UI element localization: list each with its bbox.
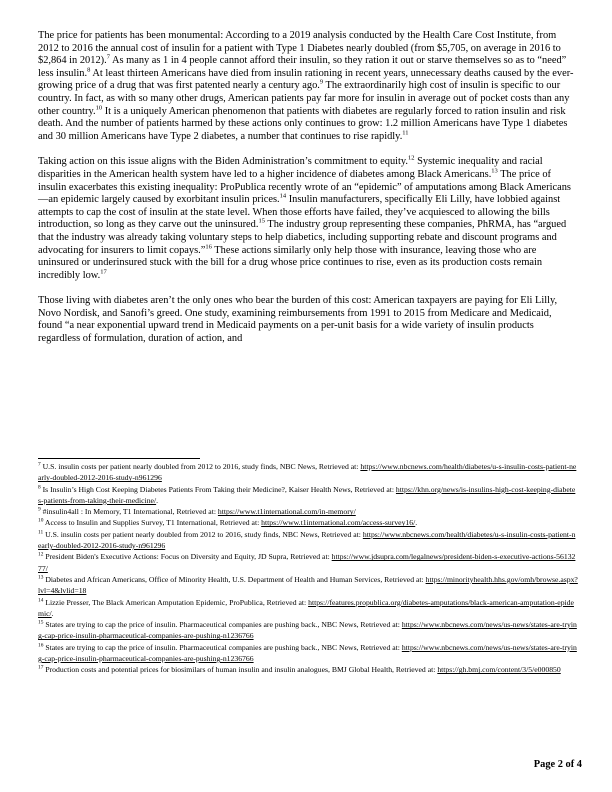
footnote-link[interactable]: https://www.nbcnews.com/health/diabetes/u-s-insulin-costs-patient-nearly-doubled-2012-2016-study-n961296 xyxy=(38,529,576,551)
footnote-ref[interactable]: 10 xyxy=(95,104,103,112)
footnote-text: States are trying to cap the price of insulin. Pharmaceutical companies are pushing back., NBC News, Retrieved at: xyxy=(45,620,400,630)
footnote xyxy=(38,574,578,597)
footnote-ref[interactable]: 15 xyxy=(258,217,265,225)
footnote-link[interactable]: https://www.nbcnews.com/news/us-news/states-are-trying-cap-price-insulin-pharmaceutical-companies-are-pushing-n1236766 xyxy=(38,642,577,664)
footnote-text: Is Insulin’s High Cost Keeping Diabetes Patients From Taking their Medicine?, Kaiser Health News, Retrieved at: xyxy=(42,484,394,494)
footnote xyxy=(38,551,578,574)
paragraph-text: Insulin manufacturers, specifically Eli Lilly, have lobbied against attempts to cap the cost of insulin at the state level. When those efforts have failed, they’ve acquiesced to allowing the bills introduction, so long as they carve out the uninsured. xyxy=(38,194,561,231)
footnote-number: 12 xyxy=(38,551,44,558)
paragraph-text: The price of insulin exacerbates this existing inequality: ProPublica recently wrote of an “epidemic” of amputations among Black Americans—an epidemic largely caused by exorbitant insulin prices. xyxy=(38,168,571,206)
footnote-number: 9 xyxy=(38,506,41,513)
footnote-link[interactable]: https://www.nbcnews.com/health/diabetes/u-s-insulin-costs-patient-nearly-doubled-2012-2016-study-n961296 xyxy=(38,462,577,483)
footnote xyxy=(38,506,578,517)
footnote xyxy=(38,461,578,484)
paragraph-text: The industry group representing these companies, PhRMA, has “argued that the industry was already taking voluntary steps to help diabetics, including supporting rebate and discount programs and advocating for insurers to limit copays.” xyxy=(38,219,567,256)
footnote-text: U.S. insulin costs per patient nearly doubled from 2012 to 2016, study finds, NBC News, Retrieved at: xyxy=(45,529,361,539)
footnote-text: #insulin4all : In Memory, T1 International, Retrieved at: xyxy=(42,507,216,517)
footnotes xyxy=(38,461,578,676)
footnote-number: 16 xyxy=(38,642,44,649)
paragraph-text: Taking action on this issue aligns with the Biden Administration’s commitment to equity. xyxy=(38,156,409,168)
footnote-trailing-period: . xyxy=(415,518,418,528)
footnote xyxy=(38,529,578,552)
footnote-link[interactable]: https://www.jdsupra.com/legalnews/president-biden-s-executive-actions-5613277/ xyxy=(38,552,576,573)
footnote xyxy=(38,619,578,642)
footnote-number: 10 xyxy=(38,517,44,524)
footnote-ref[interactable]: 12 xyxy=(408,154,415,162)
footnote-text: Production costs and potential prices for biosimilars of human insulin and insulin analogues, BMJ Global Health, Retrieved at: xyxy=(45,665,436,675)
footnote-number: 8 xyxy=(38,484,41,491)
footnote-text: Lizzie Presser, The Black American Amputation Epidemic, ProPublica, Retrieved at: xyxy=(45,597,307,607)
paragraph-text: It is a uniquely American phenomenon that patients with diabetes are regularly forced to ration insulin and risk death. And the number of patients harmed by these actions only continues to grow: 1.2 million Americans have Type 1 diabetes and 30 million Americans have Type 2 diabetes, a number that continues to rise rapidly. xyxy=(38,105,568,142)
footnote-number: 15 xyxy=(38,619,44,626)
paragraph-text: Those living with diabetes aren’t the only ones who bear the burden of this cost: American taxpayers are paying for Eli Lilly, Novo Nordisk, and Sanofi’s greed. One study, examining reimbursements from 1991 to 2015 from Medicare and Medicaid, found “a near exponential upward trend in Medicaid payments on a per-unit basis for a wide variety of insulin products regardless of formulation, duration of action, and xyxy=(38,295,558,345)
paragraph xyxy=(38,295,578,345)
footnote-ref[interactable]: 13 xyxy=(491,167,498,175)
footnote-link[interactable]: https://gh.bmj.com/content/3/5/e000850 xyxy=(437,665,561,675)
footnote xyxy=(38,664,578,675)
footnote-text: President Biden's Executive Actions: Focus on Diversity and Equity, JD Supra, Retrieved at: xyxy=(45,552,330,562)
footnote-text: States are trying to cap the price of insulin. Pharmaceutical companies are pushing back., NBC News, Retrieved at: xyxy=(45,642,400,652)
footnote-ref[interactable]: 7 xyxy=(106,53,110,61)
footnote-text: U.S. insulin costs per patient nearly doubled from 2012 to 2016, study finds, NBC News, Retrieved at: xyxy=(42,462,359,471)
paragraph xyxy=(38,156,578,282)
footnote-link[interactable]: https://www.t1international.com/access-survey16/ xyxy=(261,518,416,528)
footnote xyxy=(38,597,578,620)
page-number: Page 2 of 4 xyxy=(533,759,582,770)
footnote-number: 7 xyxy=(38,461,41,468)
footnote-number: 17 xyxy=(38,664,44,671)
paragraph-text: The price for patients has been monumental: According to a 2019 analysis conducted by the Health Care Cost Institute, from 2012 to 2016 the annual cost of insulin for a patient with Type 1 Diabetes nearly doubled (from $5,705, on average in 2016 to $2,864 in 2012). xyxy=(38,30,561,67)
footnote-link[interactable]: https://www.t1international.com/in-memory/ xyxy=(217,507,356,517)
footnote-ref[interactable]: 14 xyxy=(279,192,287,200)
footnote-ref[interactable]: 16 xyxy=(205,243,212,251)
footnote-link[interactable]: https://khn.org/news/is-insulins-high-cost-keeping-diabetes-patients-from-taking-their-medicine/ xyxy=(38,484,576,505)
paragraph-text: As many as 1 in 4 people cannot afford their insulin, so they ration it out or starve themselves so as to “need” less insulin. xyxy=(38,55,567,79)
footnote-ref[interactable]: 11 xyxy=(402,129,409,137)
footnote-ref[interactable]: 9 xyxy=(319,78,324,86)
footnote-trailing-period: . xyxy=(156,495,159,505)
paragraph-text: Systemic inequality and racial disparities in the American health system have led to a higher incidence of diabetes among Black Americans. xyxy=(38,156,543,180)
footnote-text: Diabetes and African Americans, Office of Minority Health, U.S. Department of Health and Human Services, Retrieved at: xyxy=(45,574,424,584)
paragraph xyxy=(38,30,578,143)
footnote-trailing-period: . xyxy=(51,608,54,618)
footnote-number: 11 xyxy=(38,529,44,536)
paragraph-text: The extraordinarily high cost of insulin is specific to our country. In fact, as with so many other drugs, American patients pay far more for insulin in average out of pocket costs than any other country. xyxy=(38,80,570,117)
footnote-ref[interactable]: 17 xyxy=(100,268,107,276)
footnote-link[interactable]: https://www.nbcnews.com/news/us-news/states-are-trying-cap-price-insulin-pharmaceutical-companies-are-pushing-n1236766 xyxy=(38,620,577,641)
footnote xyxy=(38,642,578,665)
paragraph-text: At least thirteen Americans have died from insulin rationing in recent years, unnecessary deaths caused by the ever-growing price of a drug that was first patented nearly a century ago. xyxy=(38,67,574,92)
footnote xyxy=(38,484,578,507)
footnote-number: 13 xyxy=(38,574,44,581)
footnote xyxy=(38,517,578,528)
footnote-link[interactable]: https://minorityhealth.hhs.gov/omh/browse.aspx?lvl=4&lvlid=18 xyxy=(38,574,578,596)
footnote-number: 14 xyxy=(38,597,44,603)
footnote-ref[interactable]: 8 xyxy=(87,66,91,74)
footnote-text: Access to Insulin and Supplies Survey, T1 International, Retrieved at: xyxy=(44,518,260,528)
footnote-separator xyxy=(38,458,200,459)
footnote-link[interactable]: https://features.propublica.org/diabetes-amputations/black-american-amputation-epidemic/ xyxy=(38,597,574,618)
body-text xyxy=(38,30,578,359)
paragraph-text: These actions similarly only help those with insurance, leaving those who are uninsured or underinsured stuck with the bill for a drug whose price continues to rise, even as its production costs remain incredibly low. xyxy=(38,244,543,281)
